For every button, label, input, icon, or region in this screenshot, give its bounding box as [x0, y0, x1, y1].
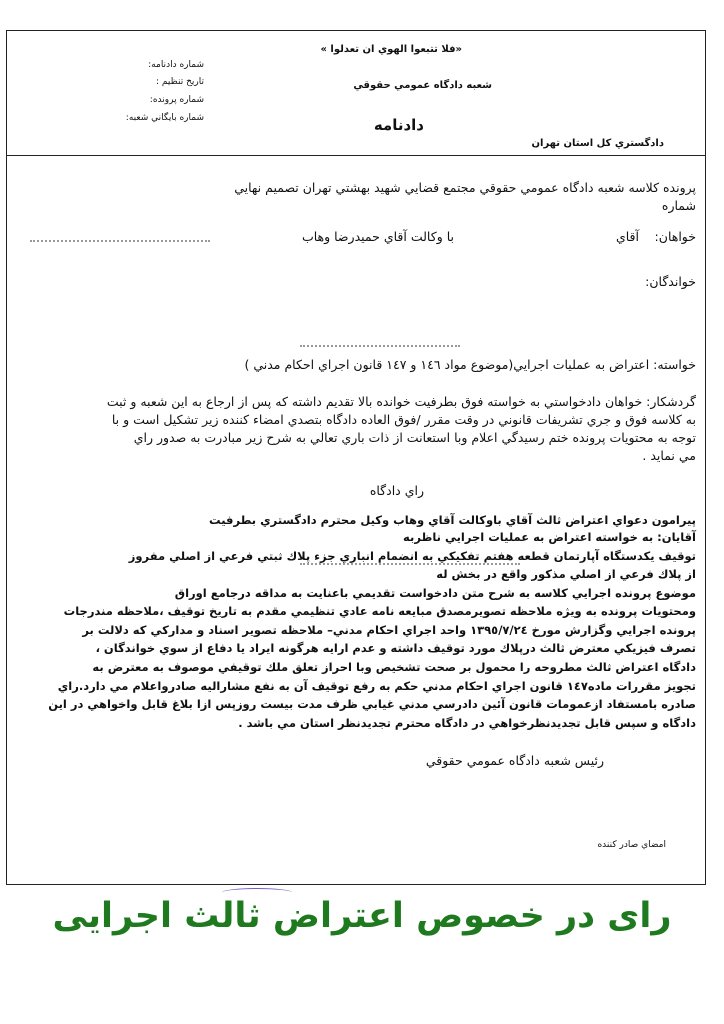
meta-verdict-number: شماره دادنامه: — [148, 60, 204, 70]
redacted-text — [300, 563, 520, 569]
claim-line: خواسته: اعتراض به عمليات اجرايي(موضوع مواد ١٤٦ و ١٤٧ قانون اجراي احكام مدني ) — [244, 357, 696, 372]
footer-caption: رای در خصوص اعتراض ثالث اجرایی — [52, 896, 672, 936]
report-line: گردشكار: خواهان دادخواستي به خواسته فوق بطرفيت خوانده بالا تقديم داشته كه پس از ارجاع به اين شعبه و ثبت — [106, 394, 696, 409]
redacted-text — [300, 345, 460, 351]
plaintiff-label: خواهان: — [654, 229, 696, 244]
verdict-line: تصرف فيزيكي معترض ثالث درپلاك مورد توقيف داشته و عدم ارايه هرگونه ايراد يا دفاع از سوي خواندگان ، — [95, 641, 696, 655]
case-file-line: پرونده كلاسه شعبه دادگاه عمومي حقوقي مجتمع قضايي شهيد بهشتي تهران تصميم نهايي — [234, 180, 696, 195]
header-motto: «فلا تتبعوا الهوي ان تعدلوا » — [320, 44, 462, 55]
report-line: مي نمايد . — [642, 448, 696, 463]
verdict-line: دادگاه اعتراض ثالث مطروحه را محمول بر صحت تشخيص وبا احراز تعلق ملك توقيفي موصوف به معترض به — [92, 660, 696, 674]
verdict-line: دادگاه و سپس قابل تجديدنظرخواهي در دادگاه محترم تجديدنظر استان مي باشد . — [238, 716, 696, 730]
verdict-line: پيرامون دعواي اعتراض ثالث آقاي باوكالت آقاي وهاب وكيل محترم دادگستري بطرفيت — [209, 513, 696, 527]
redacted-text — [30, 240, 210, 246]
verdict-line: تجويز مقررات ماده١٤٧ قانون اجراي احكام مدني حكم به رفع توقيف آن به نفع مشاراليه صادرواعلام مي دارد.راي — [57, 679, 696, 693]
verdict-line: موضوع پرونده اجرايي كلاسه به شرح متن دادخواست تقديمي باعنايت به مداقه درجامع اوراق — [174, 586, 696, 600]
verdict-line: از پلاك فرعي از اصلي مذكور واقع در بخش له — [436, 567, 696, 581]
verdict-heading: راي دادگاه — [369, 483, 424, 498]
meta-archive-number: شماره بايگاني شعبه: — [125, 113, 204, 123]
document-title: دادنامه — [373, 116, 424, 134]
report-line: به كلاسه فوق و جري تشريفات قانوني در وقت مقرر /فوق العاده دادگاه بتصدي امضاء كننده زير تشكيل است و با — [111, 412, 696, 427]
case-file-number: شماره — [661, 198, 696, 213]
report-line: توجه به محتويات پرونده ختم رسيدگي اعلام وبا استعانت از ذات باري تعالي به شرح زير مبادرت به صدور راي — [133, 430, 696, 445]
meta-file-number: شماره پرونده: — [149, 95, 204, 105]
verdict-line: پرونده اجرايي وگزارش مورخ ١٣٩٥/٧/٢٤ واحد اجراي احكام مدني– ملاحظه تصوير اسناد و مداركي كه دلالت بر — [82, 623, 696, 637]
plaintiff-value: آقاي — [615, 229, 639, 244]
verdict-line: ومحتويات پرونده به ويژه ملاحظه تصويرمصدق مبايعه نامه عادي تنظيمي مقدم به تاريخ توقيف ،ملاحظه مندرجات — [63, 604, 696, 618]
verdict-line: توقيف يكدستگاه آپارتمان قطعه هفتم تفكيكي به انضمام انباري جزء پلاك ثبتي فرعي از اصلي مفروز — [128, 549, 696, 563]
meta-issue-date: تاريخ تنظيم : — [156, 77, 204, 87]
chief-signature-line: رئيس شعبه دادگاه عمومي حقوقي — [425, 753, 604, 768]
header-divider — [6, 155, 706, 156]
defendants-label: خواندگان: — [645, 274, 696, 289]
signer-label: امضاي صادر كننده — [597, 840, 666, 850]
verdict-line: صادره بامستفاد ازعمومات قانون آئين دادرسي مدني غيابي ظرف مدت بيست روزپس ازا بلاغ قابل واخواهي در اين — [48, 697, 696, 711]
plaintiff-counsel: با وكالت آقاي حميدرضا وهاب — [301, 229, 454, 244]
header-court-line: شعبه دادگاه عمومي حقوقي — [353, 80, 492, 91]
verdict-line: آقايان: به خواسته اعتراض به عمليات اجرايي ناظربه — [403, 530, 696, 544]
header-org: دادگستري كل استان تهران — [531, 138, 664, 149]
